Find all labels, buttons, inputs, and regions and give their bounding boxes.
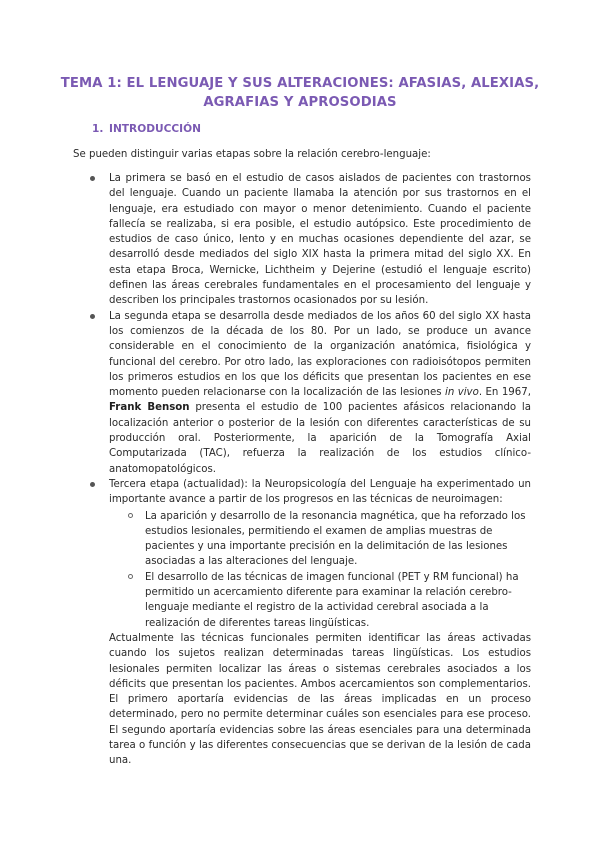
subitem-text: La aparición y desarrollo de la resonancia magnética, que ha reforzado los estudios lesionales, permitiendo el examen de amplias muestras de pacientes y una importante precisión en la delimitación de las lesiones asociadas a las alteraciones del lenguaje.: [145, 510, 526, 568]
title-line-2: AGRAFIAS Y APROSODIAS: [203, 95, 397, 110]
list-item: [73, 171, 531, 309]
title-line-1: TEMA 1: EL LENGUAJE Y SUS ALTERACIONES: AFASIAS, ALEXIAS,: [60, 76, 540, 91]
section-heading: [92, 122, 201, 136]
sublist-item: [109, 509, 531, 570]
stage-2-text-c: presenta el estudio de 100 pacientes afásicos relacionando la localización anterior o posterior de la lesión con diferentes características de su producción oral. Posteriormente, la aparición de la Tomografía Axial Computarizada (TAC), refuerza la realización de los estudios clínico-anatomopatológicos.: [109, 402, 531, 475]
sublist: [109, 509, 531, 631]
subitem-text: El desarrollo de las técnicas de imagen funcional (PET y RM funcional) ha permitido un acercamiento diferente para examinar la relación cerebro-lenguaje mediante el registro de la actividad cerebral asociada a la realización de diferentes tareas lingüísticas.: [145, 571, 519, 629]
sublist-item: [109, 570, 531, 631]
stages-list: [73, 171, 531, 769]
circle-bullet-icon: [128, 574, 133, 579]
section-label: INTRODUCCIÓN: [109, 123, 201, 135]
stage-2-text-a: La segunda etapa se desarrolla desde mediados de los años 60 del siglo XX hasta los comienzos de la década de los 80. Por un lado, se produce un avance considerable en el conocimiento de la organización anatómica, fisiológica y funcional del cerebro. Por otro lado, las exploraciones con radioisótopos permiten los primeros estudios en los que los déficits que presentan los pacientes en ese momento pueden relacionarse con la localización de las lesiones: [109, 310, 531, 399]
stage-2-bold-name: Frank Benson: [109, 402, 190, 414]
bullet-icon: [90, 176, 95, 181]
bullet-icon: [90, 314, 95, 319]
stage-3-followup: Actualmente las técnicas funcionales permiten identificar las áreas activadas cuando los sujetos realizan determinadas tareas lingüísticas. Los estudios lesionales permiten localizar las áreas o sistemas cerebrales asociados a los déficits que presentan los pacientes. Ambos acercamientos son complementarios. El primero aportaría evidencias de las áreas implicadas en un proceso determinado, pero no permite determinar cuáles son esenciales para ese proceso. El segundo aportaría evidencias sobre las áreas esenciales para una determinada tarea o función y las diferentes consecuencias que se derivan de la lesión de cada una.: [109, 632, 531, 767]
stage-2-italic: in vivo: [444, 387, 479, 399]
circle-bullet-icon: [128, 513, 133, 518]
stage-1-text: La primera se basó en el estudio de casos aislados de pacientes con trastornos del lenguaje. Cuando un paciente llamaba la atención por sus trastornos en el lenguaje, era estudiado con mayor o menor detenimiento. Cuando el paciente fallecía se realizaba, si era posible, el estudio autópsico. Este procedimiento de estudios de caso único, lento y en muchas ocasiones dependiente del azar, se desarrolló desde mediados del siglo XIX hasta la primera mitad del siglo XX. En esta etapa Broca, Wernicke, Lichtheim y Dejerine (estudió el lenguaje escrito) definen las áreas cerebrales fundamentales en el procesamiento del lenguaje y describen los principales trastornos ocasionados por su lesión.: [109, 173, 531, 307]
document-title: [60, 74, 540, 112]
list-item: [73, 477, 531, 769]
stage-3-text: Tercera etapa (actualidad): la Neuropsicología del Lenguaje ha experimentado un importante avance a partir de los progresos en las técnicas de neuroimagen:: [109, 478, 531, 506]
stage-2-text-b: . En 1967,: [478, 387, 531, 399]
bullet-icon: [90, 482, 95, 487]
intro-paragraph: Se pueden distinguir varias etapas sobre la relación cerebro-lenguaje:: [73, 149, 431, 160]
section-number: 1.: [92, 123, 104, 135]
list-item: [73, 309, 531, 477]
